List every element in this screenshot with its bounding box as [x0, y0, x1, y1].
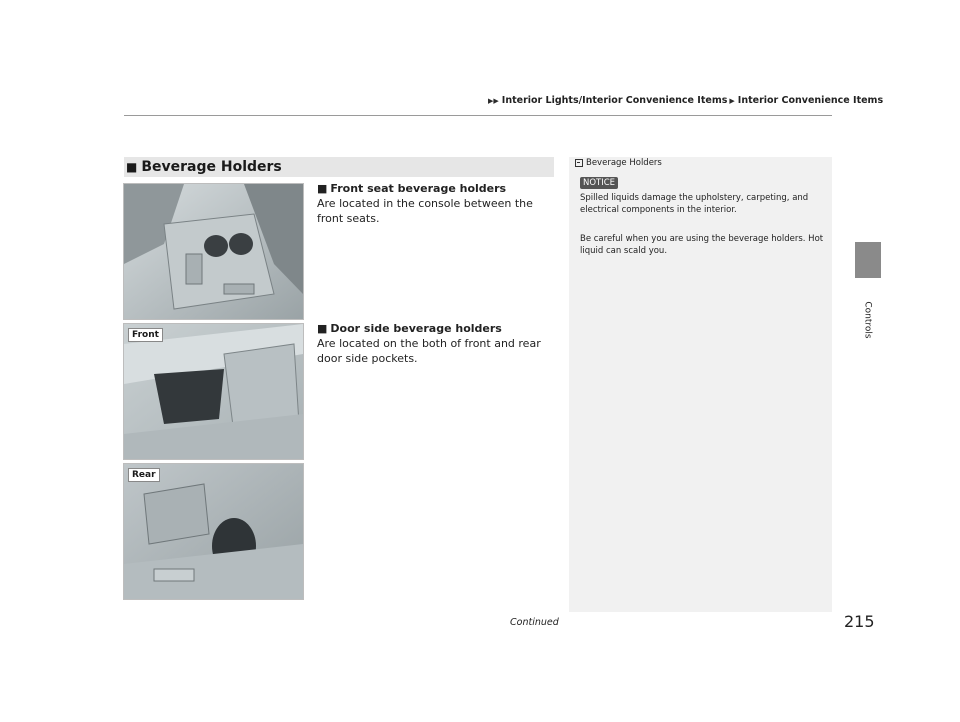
- continued-label: Continued: [510, 617, 559, 628]
- section-tab-marker: [855, 242, 881, 278]
- note-paragraph-2: Be careful when you are using the beverage holders. Hot liquid can scald you.: [580, 234, 824, 256]
- breadcrumb-item-2[interactable]: Interior Convenience Items: [737, 95, 884, 106]
- square-bullet-icon: ■: [317, 182, 328, 195]
- subsection-body: Are located on the both of front and rear door side pockets.: [317, 337, 541, 365]
- rear-label: Rear: [128, 468, 160, 482]
- notice-badge: NOTICE: [580, 177, 618, 189]
- header-rule: [124, 115, 832, 116]
- note-panel: [569, 157, 832, 612]
- subsection-title: Front seat beverage holders: [330, 182, 507, 195]
- note-paragraph-1: Spilled liquids damage the upholstery, carpeting, and electrical components in the interior.: [580, 193, 809, 215]
- section-heading: [124, 157, 554, 177]
- subsection-title: Door side beverage holders: [330, 322, 502, 335]
- reference-icon: [575, 159, 583, 167]
- breadcrumb-item-1[interactable]: Interior Lights/Interior Convenience Items: [501, 95, 728, 106]
- side-tab-label: Controls: [862, 301, 873, 339]
- front-door-photo: [123, 323, 304, 460]
- page-number: 215: [844, 612, 875, 631]
- front-label: Front: [128, 328, 163, 342]
- rear-door-photo: [123, 463, 304, 600]
- section-title: Beverage Holders: [141, 159, 282, 175]
- square-bullet-icon: ■: [317, 322, 328, 335]
- subsection-door-side: [317, 321, 557, 366]
- square-bullet-icon: ■: [126, 160, 138, 174]
- subsection-body: Are located in the console between the front seats.: [317, 197, 533, 225]
- breadcrumb: [488, 95, 883, 106]
- note-heading: Beverage Holders: [575, 158, 662, 168]
- triangle-right-icon: ▶▶: [488, 96, 499, 105]
- triangle-right-icon: ▶: [729, 96, 735, 105]
- console-photo: [123, 183, 304, 320]
- subsection-front-seat: [317, 181, 557, 226]
